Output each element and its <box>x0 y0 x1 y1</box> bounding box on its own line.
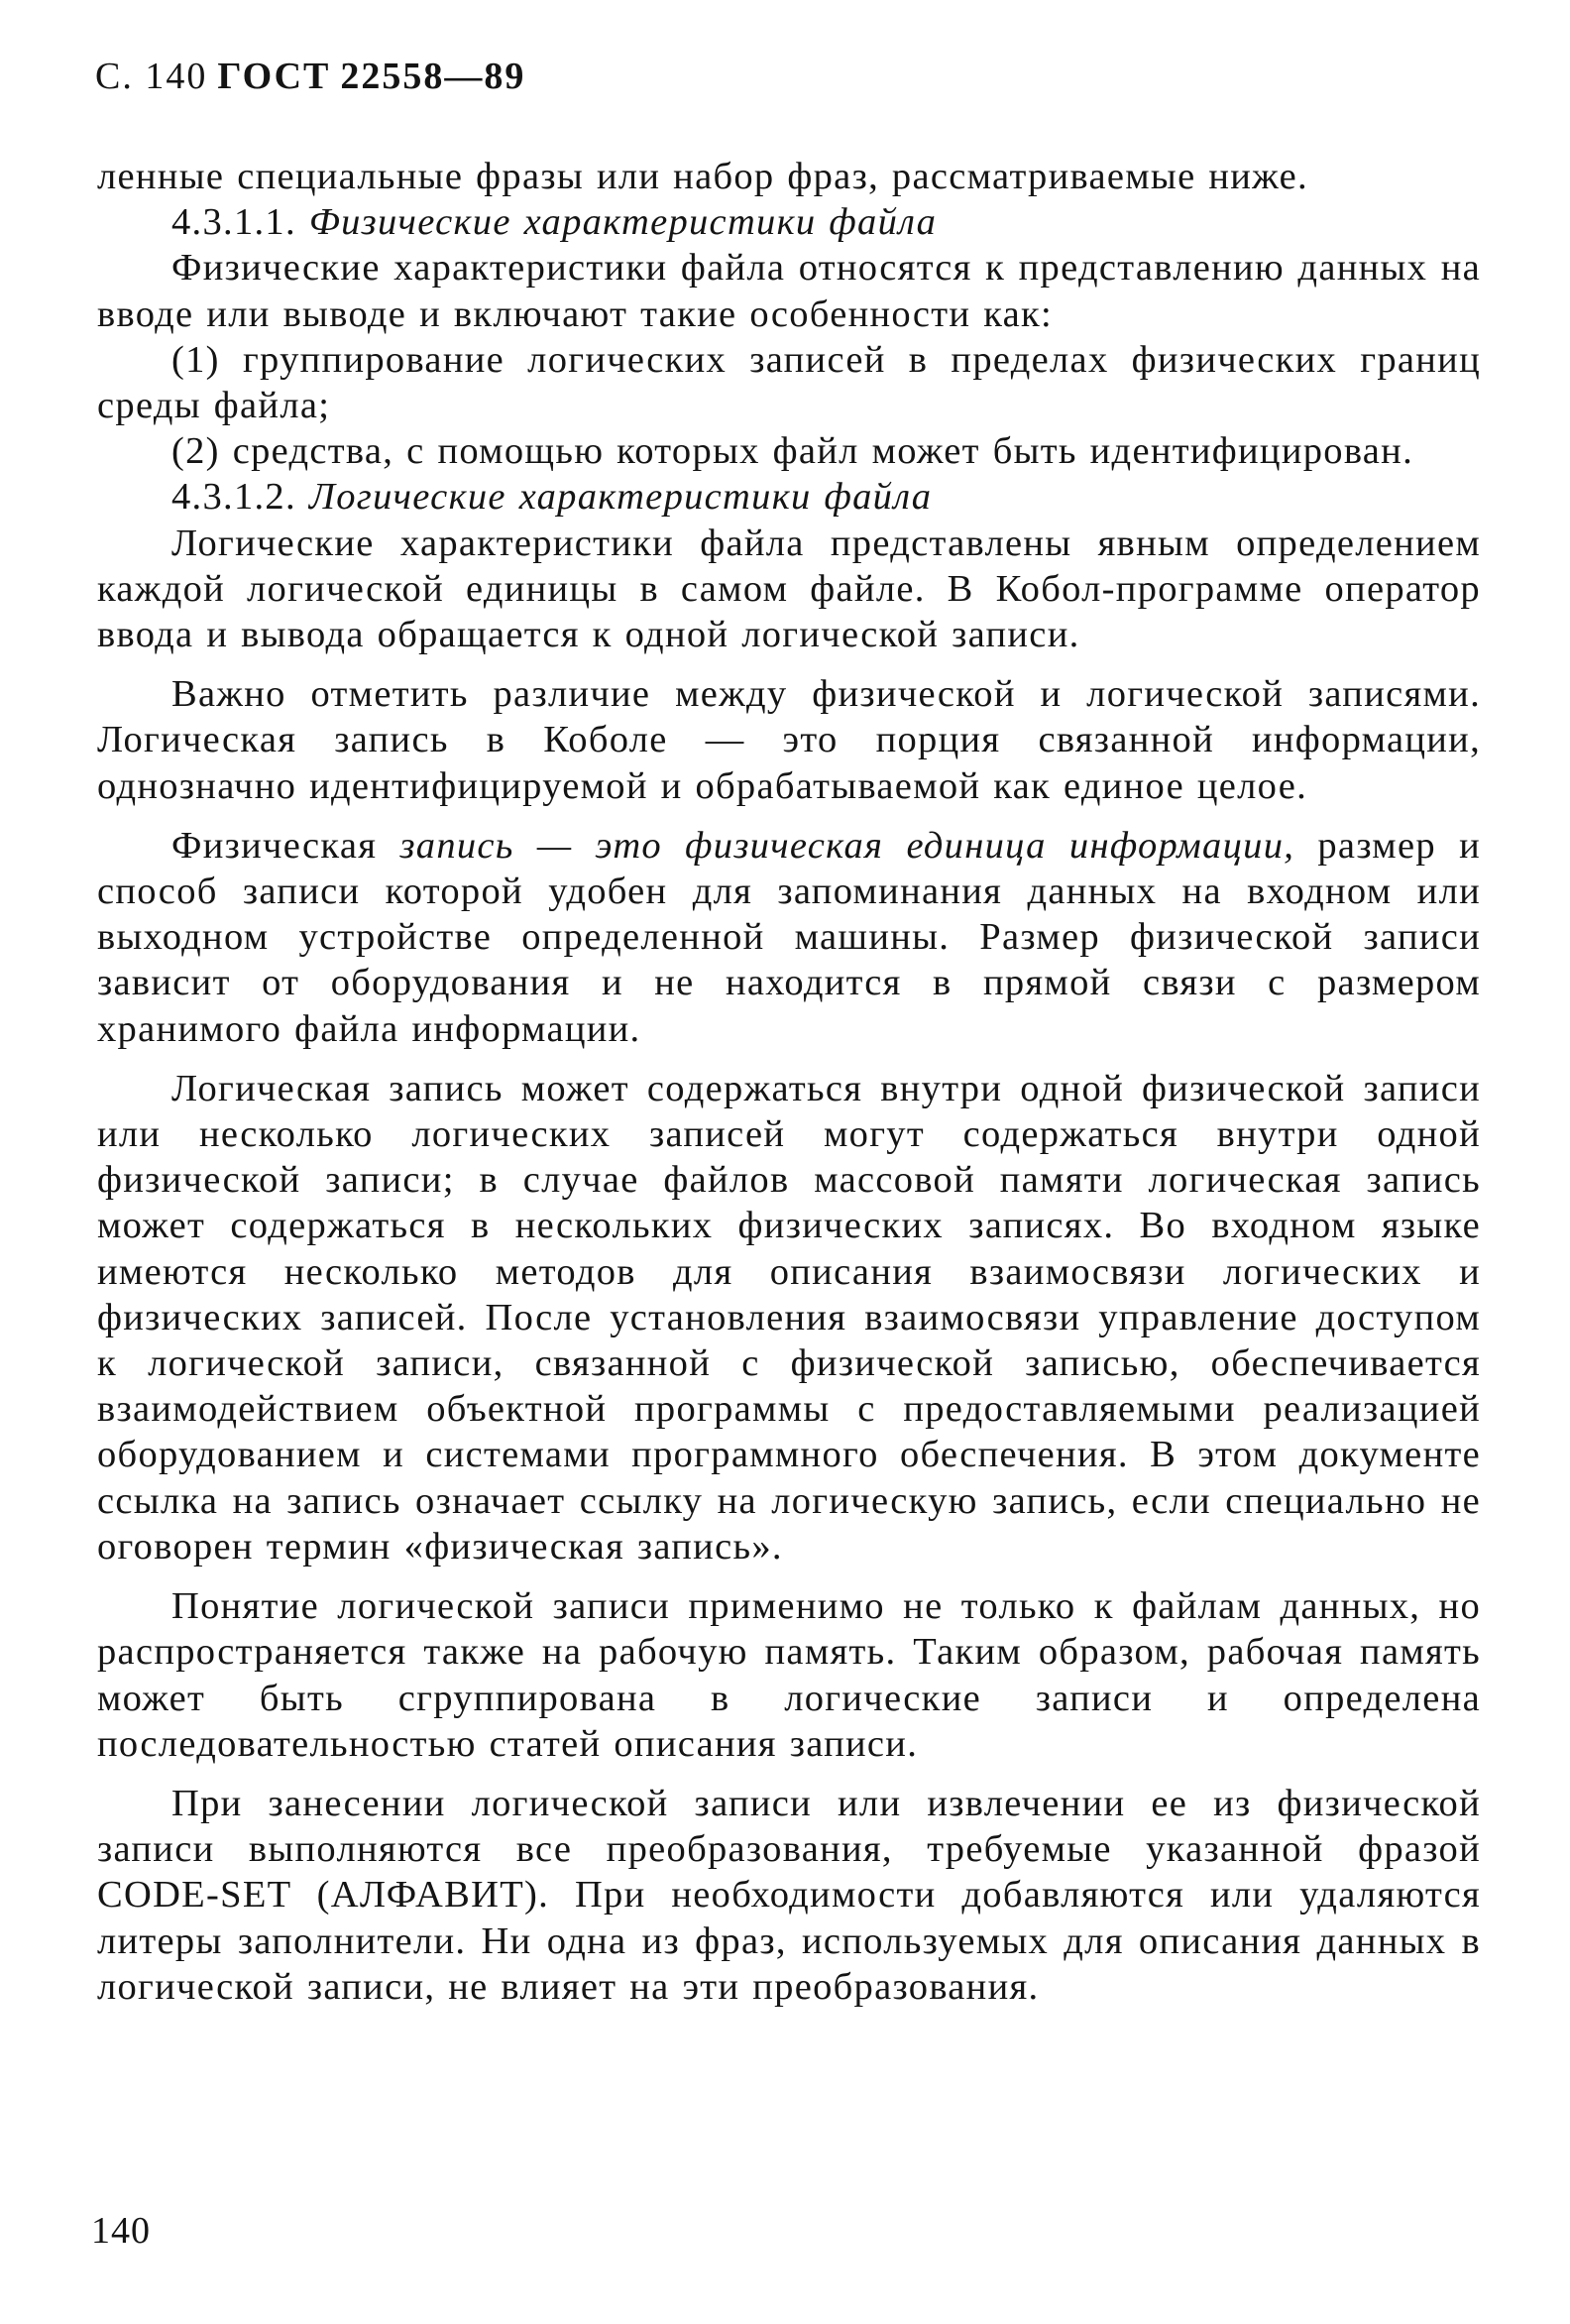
list-item-1: (1) группирование логических записей в пределах физических границ среды файла; <box>97 338 1481 427</box>
paragraph-physical-record <box>97 823 1481 1052</box>
standard-number: 22558—89 <box>340 56 526 97</box>
paragraph-working-storage: Понятие логической записи применимо не только к файлам данных, но распространяется также на рабочую память. Таким образом, рабочая память может быть сгруппирована в логические записи и определена последовательностью статей описания записи. <box>97 1585 1481 1765</box>
term-physical: Физическая <box>171 824 378 867</box>
section-number: 4.3.1.2. <box>171 476 296 519</box>
paragraph-text: размер и способ записи которой удобен для запоминания данных на входном или выходном устройстве определенной машины. Размер физической записи зависит от оборудования и не находится в прямой связи с размером хранимого файла информации. <box>97 824 1481 1050</box>
paragraph-physical-characteristics: Физические характеристики файла относятся к представлению данных на вводе или выводе и включают такие особенности как: <box>97 247 1481 335</box>
term-definition: физическая единица информации, <box>685 824 1295 867</box>
section-heading-physical <box>97 199 1481 245</box>
paragraph-logical-characteristics: Логические характеристики файла представлены явным определением каждой логической единицы в самом файле. В Кобол-программе оператор ввода и вывода обращается к одной логической записи. <box>97 522 1481 656</box>
page-prefix: С. 140 <box>95 56 208 97</box>
paragraph-difference: Важно отметить различие между физической и логической записями. Логическая запись в Коболе — это порция связанной информации, однозначно идентифицируемой и обрабатываемой как единое целое. <box>97 673 1481 807</box>
page-header <box>95 58 525 95</box>
section-number: 4.3.1.1. <box>171 201 296 244</box>
section-heading-logical <box>97 474 1481 520</box>
page-number: 140 <box>91 2210 151 2252</box>
paragraph-code-set: При занесении логической записи или извлечении ее из физической записи выполняются все преобразования, требуемые указанной фразой CODE-SET (АЛФАВИТ). При необходимости добавляются или удаляются литеры заполнители. Ни одна из фраз, используемых для описания данных в логической записи, не влияет на эти преобразования. <box>97 1782 1481 2008</box>
term-connector: запись — это <box>377 824 686 867</box>
document-body <box>97 154 1481 2010</box>
list-item-2: (2) средства, с помощью которых файл может быть идентифицирован. <box>171 430 1414 473</box>
section-title: Логические характеристики файла <box>308 476 933 519</box>
section-title: Физические характеристики файла <box>308 201 938 244</box>
paragraph-continuation: ленные специальные фразы или набор фраз, рассматриваемые ниже. <box>97 156 1308 197</box>
standard-label: ГОСТ <box>217 56 331 97</box>
paragraph-logical-record: Логическая запись может содержаться внутри одной физической записи или несколько логических записей могут содержаться внутри одной физической записи; в случае файлов массовой памяти логическая запись может содержаться в нескольких физических записях. Во входном языке имеются несколько методов для описания взаимосвязи логических и физических записей. После установления взаимосвязи управление доступом к логической записи, связанной с физической записью, обеспечивается взаимодействием объектной программы с предоставляемыми реализацией оборудованием и системами программного обеспечения. В этом документе ссылка на запись означает ссылку на логическую запись, если специально не оговорен термин «физическая запись». <box>97 1067 1481 1568</box>
